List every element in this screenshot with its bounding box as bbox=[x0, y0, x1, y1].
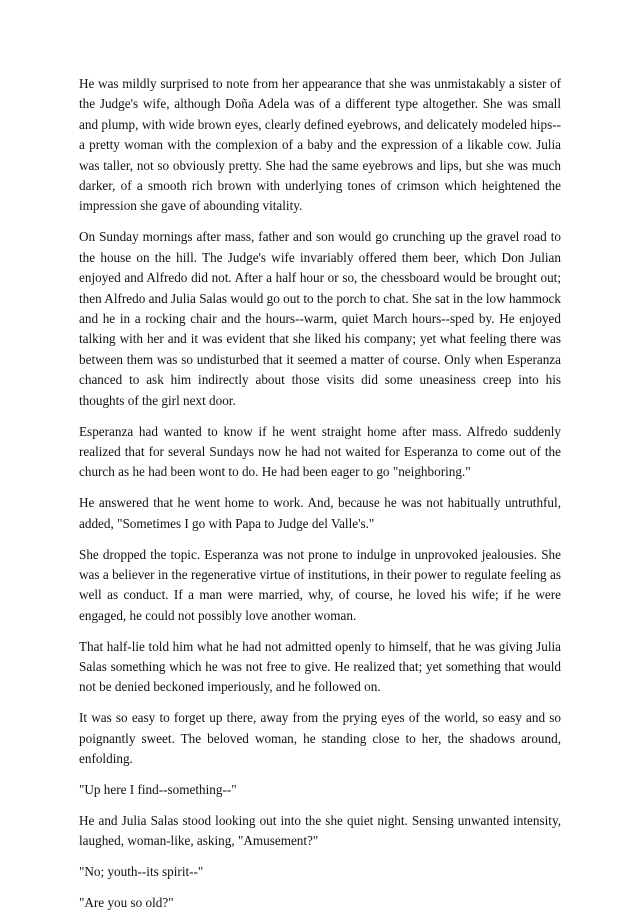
paragraph-9: He and Julia Salas stood looking out into the she quiet night. Sensing unwanted intensity, laughed, woman-like, asking, "Amusement?" bbox=[79, 813, 561, 849]
document-page bbox=[79, 74, 561, 924]
paragraph-5: She dropped the topic. Esperanza was not prone to indulge in unprovoked jealousies. She was a believer in the regenerative virtue of institutions, in their power to regulate feeling as well as conduct. If a man were married, why, of course, he loved his wife; if he were engaged, he could not possibly love another woman. bbox=[79, 546, 561, 623]
paragraph-2: On Sunday mornings after mass, father and son would go crunching up the gravel road to the house on the hill. The Judge's wife invariably offered them beer, which Don Julian enjoyed and Alfredo did not. After a half hour or so, the chessboard would be brought out; then Alfredo and Julia Salas would go out to the porch to chat. She sat in the low hammock and he in a rocking chair and the hours--warm, quiet March hours--sped by. He enjoyed talking with her and it was evident that she liked his company; yet what feeling there was between them was so undisturbed that it seemed a matter of course. Only when Esperanza chanced to ask him indirectly about those visits did some uneasiness creep into his thoughts of the girl next door. bbox=[79, 229, 561, 408]
paragraph-10: "No; youth--its spirit--" bbox=[79, 864, 204, 880]
paragraph-1: He was mildly surprised to note from her appearance that she was unmistakably a sister of the Judge's wife, although Doña Adela was of a different type altogether. She was small and plump, with wide brown eyes, clearly defined eyebrows, and delicately modeled hips--a pretty woman with the complexion of a baby and the expression of a likable cow. Julia was taller, not so obviously pretty. She had the same eyebrows and lips, but she was much darker, of a smooth rich brown with underlying tones of crimson which heightened the impression she gave of abounding vitality. bbox=[79, 76, 561, 214]
paragraph-6: That half-lie told him what he had not admitted openly to himself, that he was giving Julia Salas something which he was not free to give. He realized that; yet something that would not be denied beckoned imperiously, and he followed on. bbox=[79, 638, 561, 695]
paragraph-7: It was so easy to forget up there, away from the prying eyes of the world, so easy and so poignantly sweet. The beloved woman, he standing close to her, the shadows around, enfolding. bbox=[79, 710, 561, 767]
paragraph-4: He answered that he went home to work. And, because he was not habitually untruthful, added, "Sometimes I go with Papa to Judge del Valle's." bbox=[79, 495, 561, 531]
paragraph-8: "Up here I find--something--" bbox=[79, 782, 237, 798]
paragraph-3: Esperanza had wanted to know if he went straight home after mass. Alfredo suddenly realized that for several Sundays now he had not waited for Esperanza to come out of the church as he had been wont to do. He had been eager to go "neighboring." bbox=[79, 423, 561, 480]
paragraph-11: "Are you so old?" bbox=[79, 895, 174, 911]
